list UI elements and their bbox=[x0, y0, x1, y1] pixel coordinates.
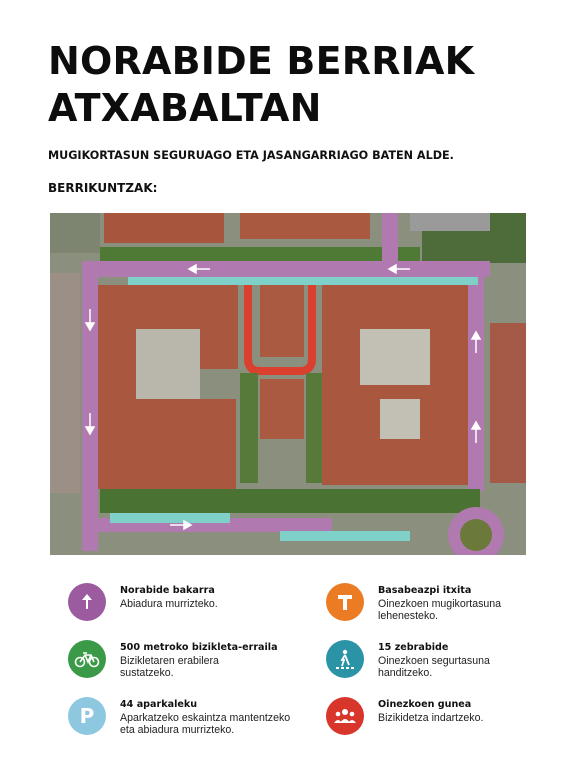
legend-title: 15 zebrabide bbox=[378, 642, 449, 653]
legend-desc: Aparkatzeko eskaintza mantentzeko bbox=[120, 712, 291, 724]
legend-title: 44 aparkaleku bbox=[120, 699, 198, 710]
legend-desc: sustatzeko. bbox=[120, 667, 174, 679]
legend-title: 500 metroko bizikleta-erraila bbox=[120, 642, 278, 653]
legend-desc: handitzeko. bbox=[378, 667, 433, 679]
legend-desc: Abiadura murrizteko. bbox=[120, 598, 218, 610]
legend-desc: Oinezkoen segurtasuna bbox=[378, 655, 490, 667]
parking-icon: P bbox=[68, 697, 106, 735]
subtitle: MUGIKORTASUN SEGURUAGO ETA JASANGARRIAGO BATEN ALDE. bbox=[48, 149, 454, 162]
legend-title: Basabeazpi itxita bbox=[378, 585, 472, 596]
section-label: BERRIKUNTZAK: bbox=[48, 181, 158, 195]
title-line-2: ATXABALTAN bbox=[48, 86, 322, 130]
legend-desc: Bizikletaren erabilera bbox=[120, 655, 219, 667]
legend-item-zebrabide bbox=[326, 640, 490, 679]
arrow-up-icon bbox=[68, 583, 106, 621]
legend-title: Norabide bakarra bbox=[120, 585, 215, 596]
bicycle-icon bbox=[68, 640, 106, 678]
legend-item-bizikleta-erraila bbox=[68, 640, 278, 679]
legend-desc: lehenesteko. bbox=[378, 610, 439, 622]
legend-item-aparkaleku bbox=[68, 697, 290, 736]
people-icon bbox=[326, 697, 364, 735]
pedestrian-crossing-icon bbox=[326, 640, 364, 678]
title-line-1: NORABIDE BERRIAK bbox=[48, 39, 475, 83]
closed-street-icon bbox=[326, 583, 364, 621]
legend-desc: Bizikidetza indartzeko. bbox=[378, 712, 484, 724]
legend-title: Oinezkoen gunea bbox=[378, 699, 472, 710]
legend-item-basabeazpi-itxita bbox=[326, 583, 501, 622]
aerial-photo bbox=[50, 213, 526, 555]
legend-desc: eta abiadura murrizteko. bbox=[120, 724, 235, 736]
legend-item-oinezkoen-gunea bbox=[326, 697, 483, 735]
legend-item-norabide-bakarra bbox=[68, 583, 218, 621]
page-title bbox=[48, 38, 548, 132]
legend-desc: Oinezkoen mugikortasuna bbox=[378, 598, 502, 610]
